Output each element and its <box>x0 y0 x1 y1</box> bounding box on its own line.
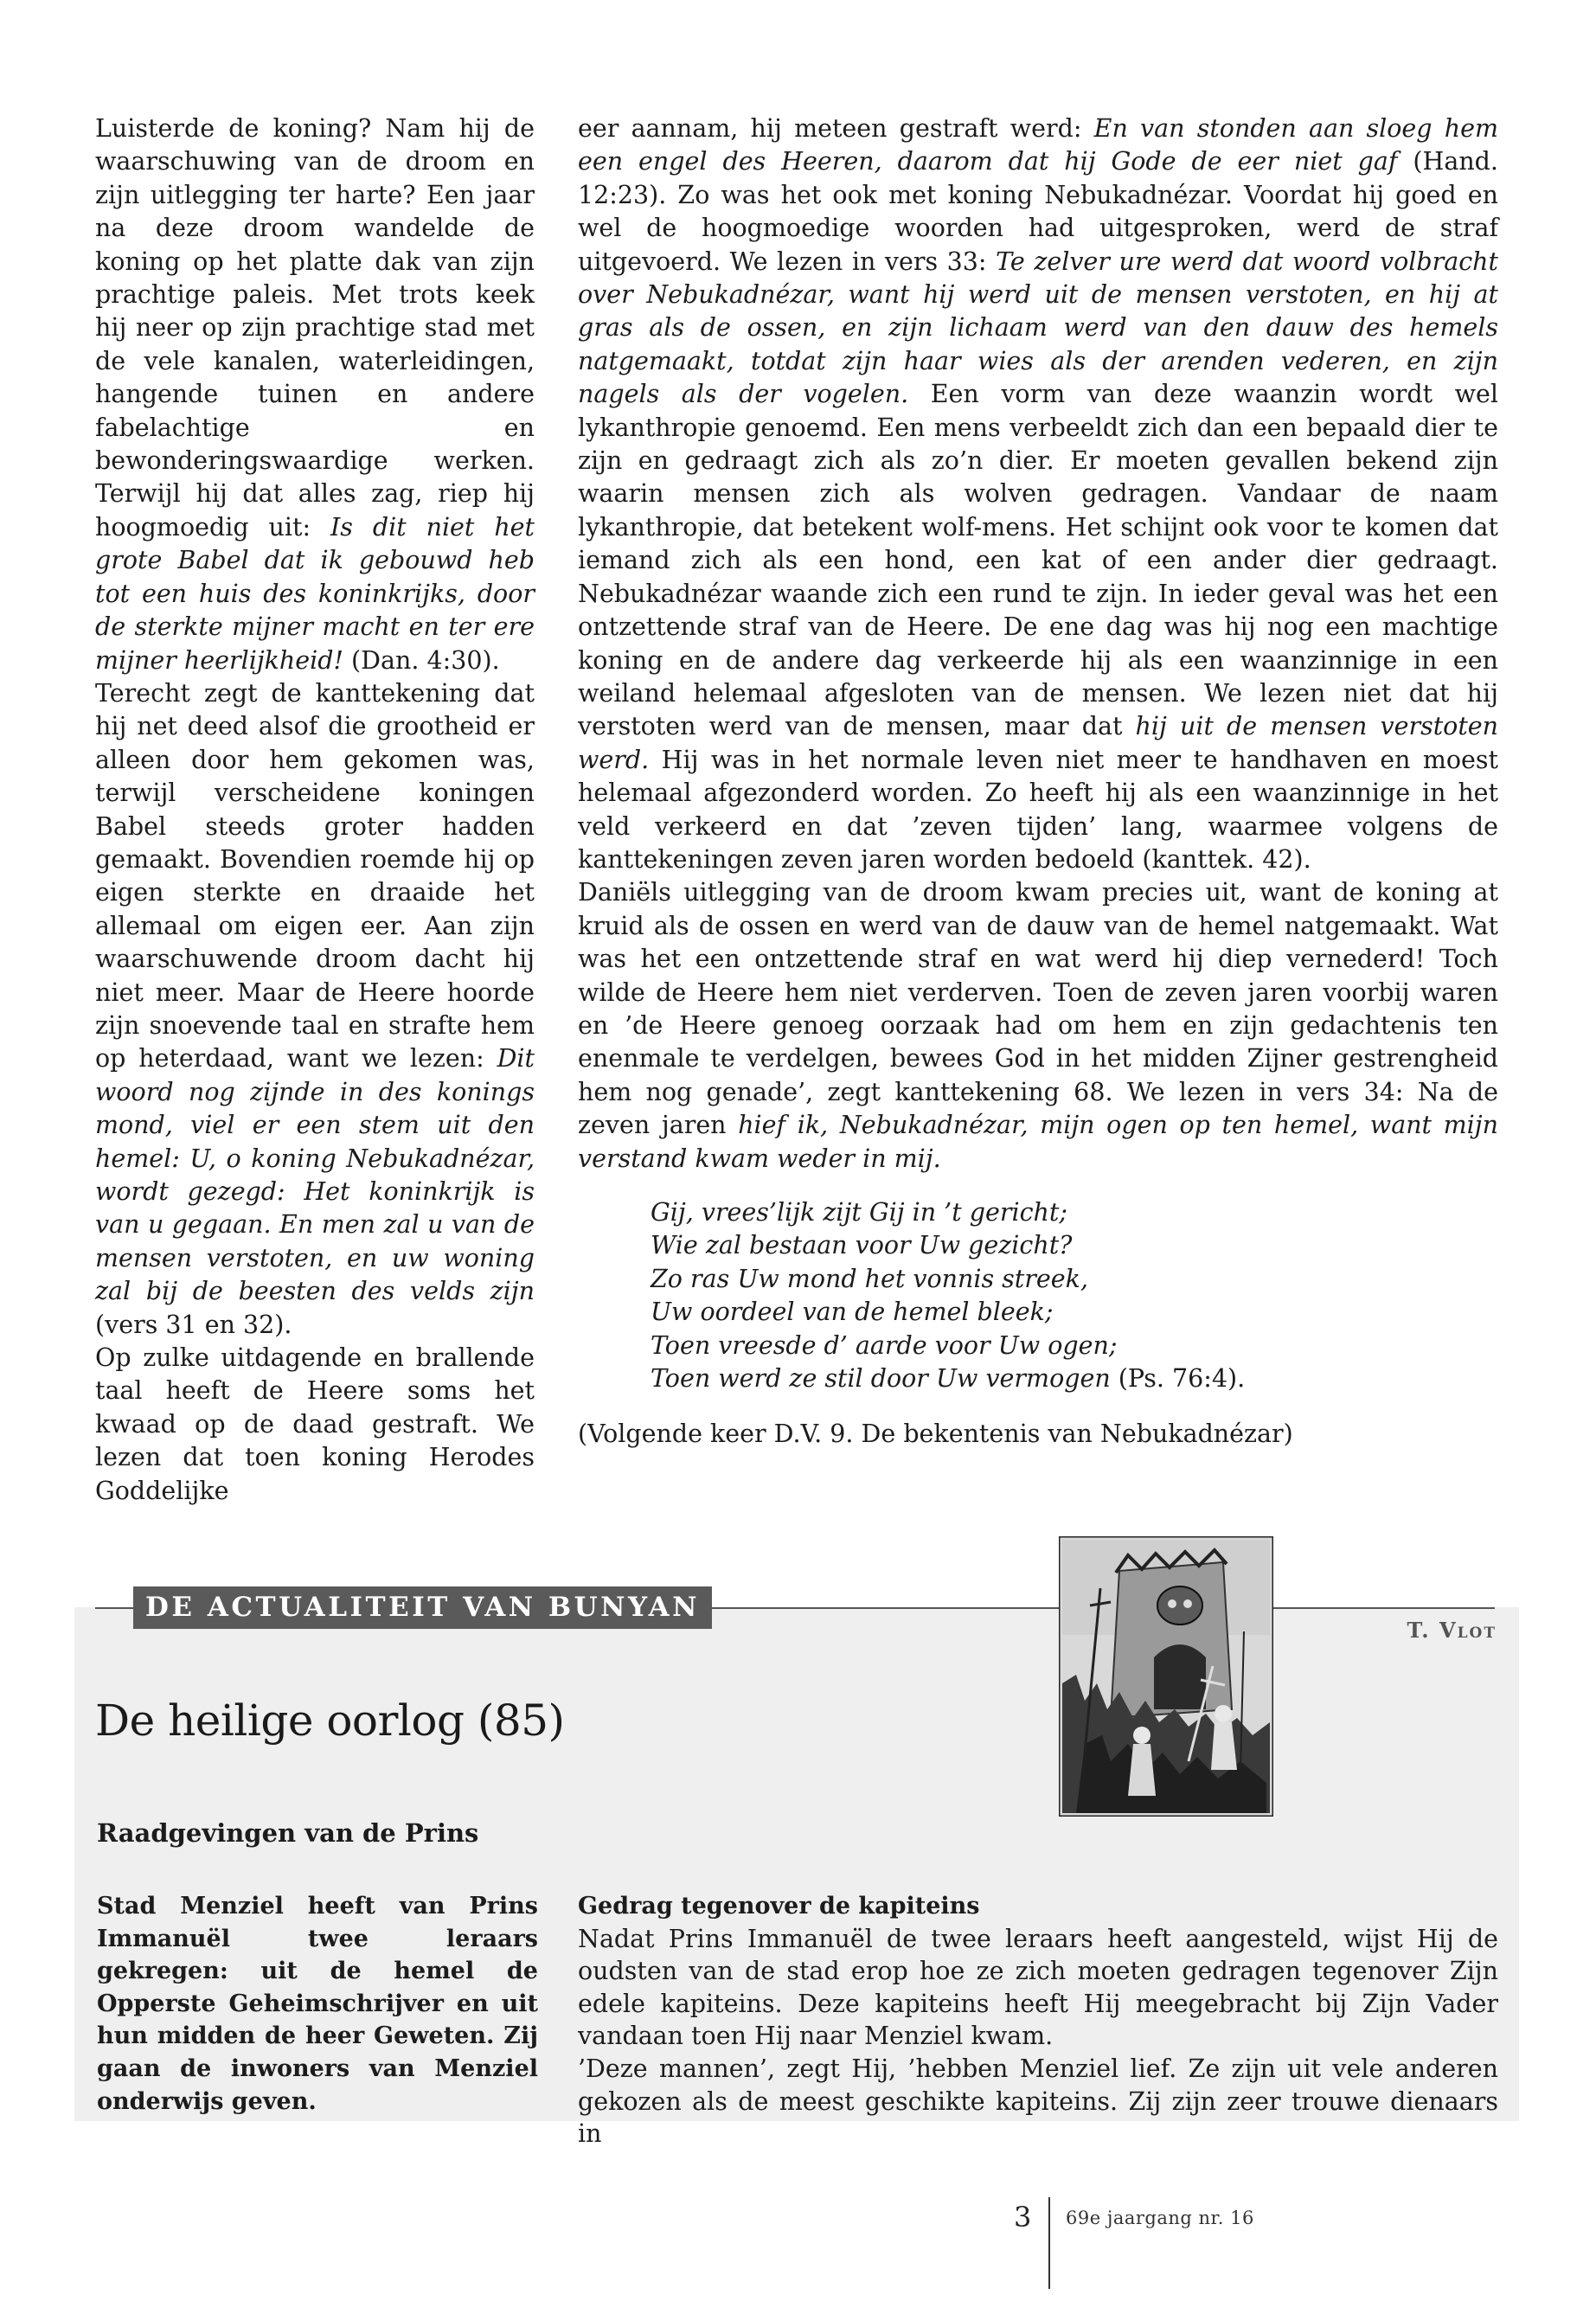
next-episode-note: (Volgende keer D.V. 9. De bekentenis van Nebukadnézar) <box>578 1420 1293 1449</box>
holy-war-illustration <box>1059 1536 1273 1817</box>
article-intro: Stad Menziel heeft van Prins Immanuël twee leraars gekregen: uit de hemel de Opperste Geheimschrijver en uit hun midden de heer Geweten. Zij gaan de inwoners van Menziel onderwijs geven. <box>97 1893 538 2115</box>
poem-line: Wie zal bestaan voor Uw gezicht? <box>651 1231 1073 1260</box>
poem-line: Gij, vrees’lijk zijt Gij in ’t gericht; <box>651 1198 1067 1227</box>
scripture-quote: Dit woord nog zijnde in des konings mond, viel er een stem uit den hemel: U, o koning Nebukadnézar, wordt gezegd: Het koninkrijk is van u gegaan. En men zal u van de mensen verstoten, en uw woning zal bij de beesten des velds zijn <box>95 1044 535 1306</box>
right-column-paragraphs <box>578 112 1498 1176</box>
right-column <box>578 112 1498 1452</box>
article-subtitle: Raadgevingen van de Prins <box>97 1818 479 1848</box>
poem-line <box>651 1362 1498 1395</box>
section-banner: DE ACTUALITEIT VAN BUNYAN <box>133 1586 712 1629</box>
poem-line: Uw oordeel van de hemel bleek; <box>651 1298 1054 1327</box>
scripture-quote: Is dit niet het grote Babel dat ik gebouwd heb tot een huis des koninkrijks, door de sterkte mijner macht en ter ere mijner heerlijkheid! <box>95 512 535 675</box>
text-run: Daniëls uitlegging van de droom kwam precies uit, want de koning at kruid als de ossen en werd van de dauw van de hemel natgemaakt. Wat was het een ontzettende straf en wat werd hij diep vernederd! Toch wilde de Heere hem niet verderven. Toen de zeven jaren voorbij waren en ’de Heere genoeg oorzaak had om hem en zijn gedachtenis ten enenmale te verdelgen, bewees God in het midden Zijner gestrengheid hem nog genade’, zegt kanttekening 68. We lezen in vers 34: Na de zeven jaren <box>578 878 1498 1140</box>
author-name: T. Vlot <box>1407 1618 1497 1643</box>
paragraph <box>95 112 535 677</box>
psalm-quote <box>651 1196 1498 1395</box>
body-paragraph: ’Deze mannen’, zegt Hij, ’hebben Menziel lief. Ze zijn uit vele anderen gekozen als de meest geschikte kapiteins. Zij zijn zeer trouwe dienaars in <box>578 2054 1498 2149</box>
scripture-quote: hief ik, Nebukadnézar, mijn ogen op ten hemel, want mijn verstand kwam weder in mij. <box>578 1111 1498 1173</box>
scripture-quote: Te zelver ure werd dat woord volbracht over Nebukadnézar, want hij werd uit de mensen verstoten, en hij at gras als de ossen, en zijn lichaam werd van den dauw des hemels natgemaakt, totdat zijn haar wies als der arenden vederen, en zijn nagels als der vogelen. <box>578 247 1498 409</box>
text-run: (Dan. 4:30). <box>343 645 500 675</box>
text-run: Hij was in het normale leven niet meer te handhaven en moest helemaal afgezonderd worden. Zo heeft hij als een waanzinnige in het veld verkeerd en dat ’zeven tijden’ lang, waarmee volgens de kanttekeningen zeven jaren worden bedoeld (kanttek. 42). <box>578 745 1498 874</box>
text-run: (Hand. 12:23). Zo was het ook met koning Nebukadnézar. Voordat hij goed en wel de hoogmoedige woorden had uitgesproken, werd de straf uitgevoerd. We lezen in vers 33: <box>578 147 1498 276</box>
body-paragraph: Nadat Prins Immanuël de twee leraars heeft aangesteld, wijst Hij de oudsten van de stad erop hoe ze zich moeten gedragen tegenover Zijn edele kapiteins. Deze kapiteins heeft Hij meegebracht bij Zijn Vader vandaan toen Hij naar Menziel kwam. <box>578 1924 1498 2051</box>
text-run: Een vorm van deze waanzin wordt wel lykanthropie genoemd. Een mens verbeeldt zich dan een bepaald dier te zijn en gedraagt zich als zo’n dier. Er moeten gevallen bekend zijn waarin mensen zich als wolven gedragen. Vandaar de naam lykanthropie, dat betekent wolf-mens. Het schijnt ook voor te komen dat iemand zich als een hond, een kat of een ander dier gedraagt. Nebukadnézar waande zich een rund te zijn. In ieder geval was het een ontzettende straf van de Heere. De ene dag was hij nog een machtige koning en de andere dag verkeerde hij als een waanzinnige in een weiland helemaal afgesloten van de mensen. We lezen niet dat hij verstoten werd van de mensen, maar dat <box>578 380 1499 741</box>
paragraph <box>578 876 1498 1176</box>
psalm-reference: (Ps. 76:4). <box>1110 1364 1246 1394</box>
body-heading: Gedrag tegenover de kapiteins <box>578 1893 980 1920</box>
left-column <box>95 112 535 1508</box>
footer-divider <box>1048 2197 1050 2289</box>
paragraph <box>95 1342 535 1508</box>
poem-line: Zo ras Uw mond het vonnis streek, <box>651 1264 1088 1293</box>
scripture-quote: En van stonden aan sloeg hem een engel des Heeren, daarom dat hij Gode de eer niet gaf <box>578 114 1498 176</box>
article-title: De heilige oorlog (85) <box>95 1695 565 1746</box>
poem-line-text: Toen werd ze stil door Uw vermogen <box>651 1364 1111 1394</box>
text-run: eer aannam, hij meteen gestraft werd: <box>578 114 1094 143</box>
poem-line: Toen vreesde d’ aarde voor Uw ogen; <box>651 1330 1118 1360</box>
scripture-quote: hij uit de mensen verstoten werd. <box>578 712 1498 774</box>
engraving-image <box>1059 1536 1273 1817</box>
page-number: 3 <box>1014 2201 1032 2234</box>
text-run: Terecht zegt de kanttekening dat hij net deed alsof die grootheid er alleen door hem gekomen was, terwijl verscheidene koningen Babel steeds groter hadden gemaakt. Bovendien roemde hij op eigen sterkte en draaide het allemaal om eigen eer. Aan zijn waarschuwende droom dacht hij niet meer. Maar de Heere hoorde zijn snoevende taal en strafte hem op heterdaad, want we lezen: <box>95 678 535 1074</box>
issue-label: 69e jaargang nr. 16 <box>1066 2208 1254 2228</box>
text-run: Op zulke uitdagende en brallende taal heeft de Heere soms het kwaad op de daad gestraft. We lezen dat toen koning Herodes Goddelijke <box>95 1343 535 1505</box>
paragraph <box>578 112 1498 876</box>
article-body <box>578 1890 1498 2150</box>
text-run: (vers 31 en 32). <box>95 1310 292 1339</box>
paragraph <box>95 677 535 1342</box>
text-run: Luisterde de koning? Nam hij de waarschuwing van de droom en zijn uitlegging ter harte? Een jaar na deze droom wandelde de koning op het platte dak van zijn prachtige paleis. Met trots keek hij neer op zijn prachtige stad met de vele kanalen, waterleidingen, hangende tuinen en andere fabelachtige en bewonderingswaardige werken. Terwijl hij dat alles zag, riep hij hoogmoedig uit: <box>95 114 535 542</box>
